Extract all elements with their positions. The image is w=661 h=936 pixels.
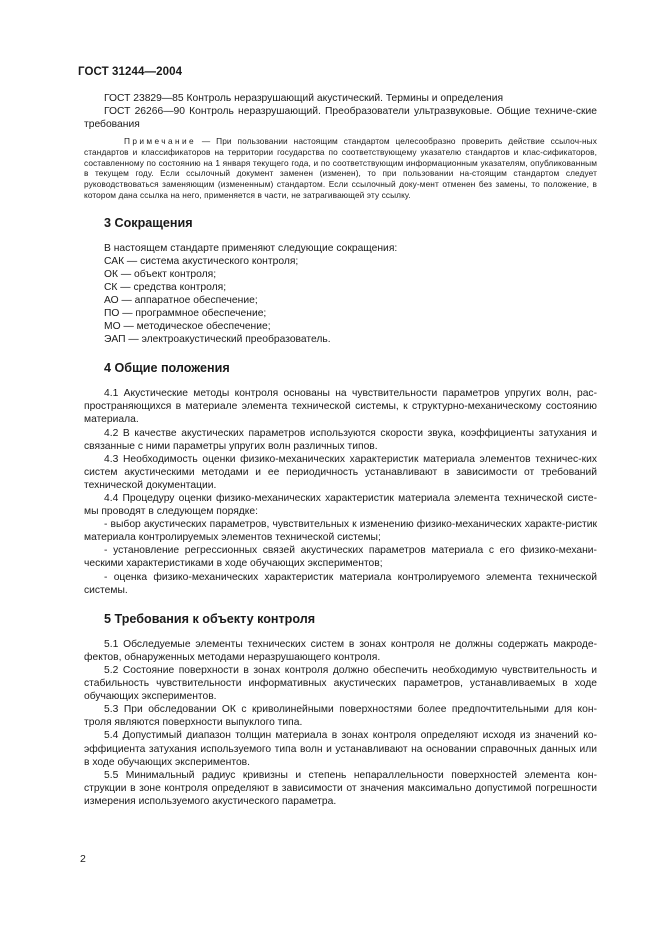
section-3-heading: 3 Сокращения <box>104 215 193 230</box>
note-label: Примечание <box>124 136 197 147</box>
section-5-paragraph: 5.4 Допустимый диапазон толщин материала в зонах контроля определяют исходя из значений ко-эффициента затухания используемого типа волн и устанавливают на основании справочных данных или в ходе обучающих экспериментов. <box>84 730 597 768</box>
section-5-paragraph: 5.1 Обследуемые элементы технических систем в зонах контроля не должны содержать макроде-фектов, обнаруженных методами неразрушающего контроля. <box>84 638 597 663</box>
section-4-list-item: - выбор акустических параметров, чувствительных к изменению физико-механических характе-ристик материала контролируемых элементов технической системы; <box>84 519 597 544</box>
reference-item: ГОСТ 26266—90 Контроль неразрушающий. Преобразователи ультразвуковые. Общие техниче-ские требования <box>84 106 597 131</box>
section-5-paragraph: 5.2 Состояние поверхности в зонах контроля должно обеспечить необходимую чувствительность и стабильность чувствительности информативных акустических параметров, устанавливаемых в ходе обучающих экспериментов. <box>84 664 597 703</box>
abbreviation-item: САК — система акустического контроля; <box>104 255 299 267</box>
page-number: 2 <box>80 853 86 865</box>
reference-item: ГОСТ 23829—85 Контроль неразрушающий акустический. Термины и определения <box>104 93 504 104</box>
abbreviation-item: ОК — объект контроля; <box>104 268 217 280</box>
section-4-list-item: - установление регрессионных связей акустических параметров материала с его физико-механи-ческими характеристиками в ходе обучающих экспериментов; <box>84 545 597 570</box>
abbreviation-item: АО — аппаратное обеспечение; <box>104 294 258 306</box>
section-5-heading: 5 Требования к объекту контроля <box>104 611 316 626</box>
abbreviation-item: СК — средства контроля; <box>104 281 227 293</box>
section-4-paragraph: 4.3 Необходимость оценки физико-механических характеристик материала элементов техничес-ких систем акустическими методами и ее периодичность устанавливают в зависимости от требований технической документации. <box>84 453 597 491</box>
page-content <box>84 92 597 808</box>
section-5-paragraph: 5.5 Минимальный радиус кривизны и степень непараллельности поверхностей элемента кон-струкции в зоне контроля определяют в зависимости от значения максимально допустимой погрешности измерения используемого акустического параметра. <box>84 769 597 807</box>
abbreviation-item: МО — методическое обеспечение; <box>104 321 271 333</box>
section-4-heading: 4 Общие положения <box>104 361 230 376</box>
section-4-paragraph: 4.1 Акустические методы контроля основаны на чувствительности параметров упругих волн, рас-пространяющихся в материале элемента технической системы, к структурно-механическому состоянию материала. <box>84 388 597 426</box>
note-paragraph <box>84 136 597 200</box>
abbreviations-intro: В настоящем стандарте применяют следующие сокращения: <box>104 242 398 254</box>
document-header: ГОСТ 31244—2004 <box>78 66 183 78</box>
abbreviation-item: ЭАП — электроакустический преобразователь. <box>104 334 331 346</box>
section-4-paragraph: 4.4 Процедуру оценки физико-механических характеристик материала элемента технической систе-мы проводят в следующем порядке: <box>84 493 597 518</box>
section-5-paragraph: 5.3 При обследовании ОК с криволинейными поверхностями более предпочтительными для кон-троля являются поверхности выпуклого типа. <box>84 704 597 729</box>
abbreviation-item: ПО — программное обеспечение; <box>104 307 267 319</box>
section-4-list-item: - оценка физико-механических характеристик материала контролируемого элемента технической системы. <box>84 571 597 596</box>
note-text: — При пользовании настоящим стандартом целесообразно проверить действие ссылоч-ных стандартов и классификаторов на территории государства по соответствующему указателю стандартов и клас-сификаторов, составленному по состоянию на 1 января текущего года, и по соответствующим информационным указателям, опубликованным в текущем году. Если ссылочный документ заменен (изменен), то при пользовании на-стоящим стандартом следует руководствоваться заменяющим (измененным) стандартом. Если ссылочный доку-мент отменен без замены, то положение, в котором дана ссылка на него, применяется в части, не затрагивающей эту ссылку. <box>84 136 597 200</box>
section-4-paragraph: 4.2 В качестве акустических параметров используются скорости звука, коэффициенты затухания и связанные с ними параметры упругих волн различных типов. <box>84 427 597 452</box>
